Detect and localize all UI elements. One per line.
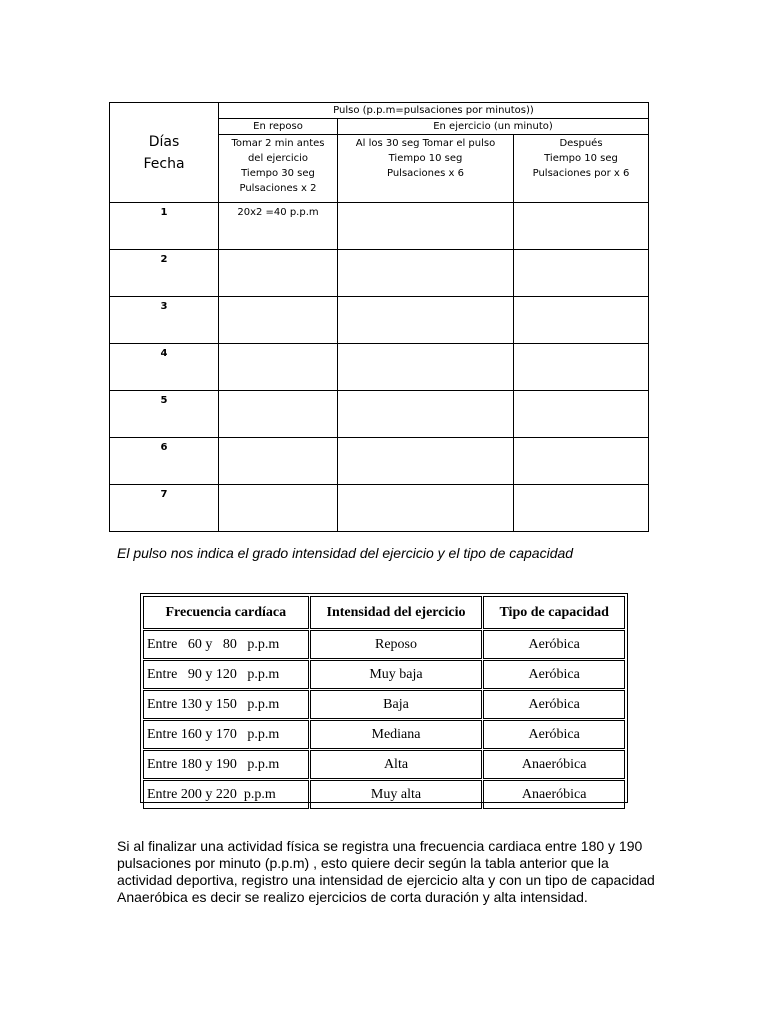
rest-instructions	[219, 135, 338, 203]
during-instructions	[338, 135, 514, 203]
rest-value	[219, 344, 338, 391]
after-value	[514, 438, 649, 485]
conclusion-paragraph: Si al finalizar una actividad física se registra una frecuencia cardiaca entre 180 y 190 pulsaciones por minuto (p.p.m) , esto quiere decir según la tabla anterior que la actividad deportiva, registro una intensidad de ejercicio alta y con un tipo de capacidad Anaeróbica es decir se realizo ejercicios de corta duración y alta intensidad.	[117, 838, 655, 905]
days-label: Días	[148, 133, 180, 150]
table-row	[143, 780, 625, 809]
after-desc-line: Tiempo 10 seg	[544, 153, 618, 164]
after-instructions	[514, 135, 649, 203]
after-value	[514, 203, 649, 250]
day-number: 4	[110, 344, 219, 391]
day-number: 5	[110, 391, 219, 438]
intro-sentence: El pulso nos indica el grado intensidad del ejercicio y el tipo de capacidad	[117, 545, 574, 561]
capacity-cell: Aeróbica	[483, 720, 625, 749]
frequency-cell: Entre 200 y 220 p.p.m	[143, 780, 309, 809]
days-date-header	[110, 103, 219, 203]
table-row	[143, 720, 625, 749]
rest-value: 20x2 =40 p.p.m	[219, 203, 338, 250]
frequency-cell: Entre 90 y 120 p.p.m	[143, 660, 309, 689]
rest-desc-line: Pulsaciones x 2	[239, 183, 317, 194]
pulse-header: Pulso (p.p.m=pulsaciones por minutos))	[219, 103, 649, 119]
table-row	[143, 630, 625, 659]
during-value	[338, 485, 514, 532]
intensity-cell: Muy baja	[310, 660, 483, 689]
rest-value	[219, 297, 338, 344]
rest-desc-line: del ejercicio	[247, 153, 309, 164]
during-value	[338, 344, 514, 391]
intensity-table-frame	[140, 593, 628, 803]
rest-header: En reposo	[219, 119, 338, 135]
table-row	[143, 660, 625, 689]
frequency-header: Frecuencia cardíaca	[143, 596, 309, 629]
after-value	[514, 297, 649, 344]
capacity-cell: Aeróbica	[483, 660, 625, 689]
during-value	[338, 391, 514, 438]
rest-value	[219, 438, 338, 485]
capacity-header: Tipo de capacidad	[483, 596, 625, 629]
exercise-header: En ejercicio (un minuto)	[338, 119, 649, 135]
capacity-cell: Anaeróbica	[483, 750, 625, 779]
after-value	[514, 391, 649, 438]
capacity-cell: Aeróbica	[483, 630, 625, 659]
table-row	[110, 391, 649, 438]
after-desc-line: Pulsaciones por x 6	[532, 168, 630, 179]
intensity-table	[142, 595, 626, 810]
capacity-cell: Aeróbica	[483, 690, 625, 719]
rest-value	[219, 485, 338, 532]
during-desc-line: Pulsaciones x 6	[386, 168, 465, 179]
after-value	[514, 250, 649, 297]
capacity-cell: Anaeróbica	[483, 780, 625, 809]
after-value	[514, 485, 649, 532]
intensity-cell: Baja	[310, 690, 483, 719]
table-row	[110, 250, 649, 297]
during-value	[338, 297, 514, 344]
table-row	[110, 203, 649, 250]
during-desc-line: Tiempo 10 seg	[388, 153, 463, 164]
during-value	[338, 250, 514, 297]
intensity-cell: Mediana	[310, 720, 483, 749]
intensity-cell: Alta	[310, 750, 483, 779]
table-row	[143, 690, 625, 719]
during-desc-line: Al los 30 seg Tomar el pulso	[355, 138, 496, 149]
table-row	[110, 485, 649, 532]
day-number: 1	[110, 203, 219, 250]
during-value	[338, 203, 514, 250]
rest-desc-line: Tiempo 30 seg	[241, 168, 315, 179]
table-row	[110, 438, 649, 485]
date-label: Fecha	[143, 155, 185, 172]
rest-value	[219, 250, 338, 297]
frequency-cell: Entre 160 y 170 p.p.m	[143, 720, 309, 749]
frequency-cell: Entre 130 y 150 p.p.m	[143, 690, 309, 719]
intensity-cell: Reposo	[310, 630, 483, 659]
table-header-row	[143, 596, 625, 629]
table-row	[110, 344, 649, 391]
rest-value	[219, 391, 338, 438]
day-number: 7	[110, 485, 219, 532]
table-row	[143, 750, 625, 779]
during-value	[338, 438, 514, 485]
pulse-log-table	[109, 102, 649, 532]
after-desc-line: Después	[559, 138, 603, 149]
intensity-header: Intensidad del ejercicio	[310, 596, 483, 629]
day-number: 6	[110, 438, 219, 485]
day-number: 3	[110, 297, 219, 344]
rest-desc-line: Tomar 2 min antes	[231, 138, 325, 149]
frequency-cell: Entre 180 y 190 p.p.m	[143, 750, 309, 779]
table-row	[110, 297, 649, 344]
intensity-cell: Muy alta	[310, 780, 483, 809]
day-number: 2	[110, 250, 219, 297]
after-value	[514, 344, 649, 391]
frequency-cell: Entre 60 y 80 p.p.m	[143, 630, 309, 659]
